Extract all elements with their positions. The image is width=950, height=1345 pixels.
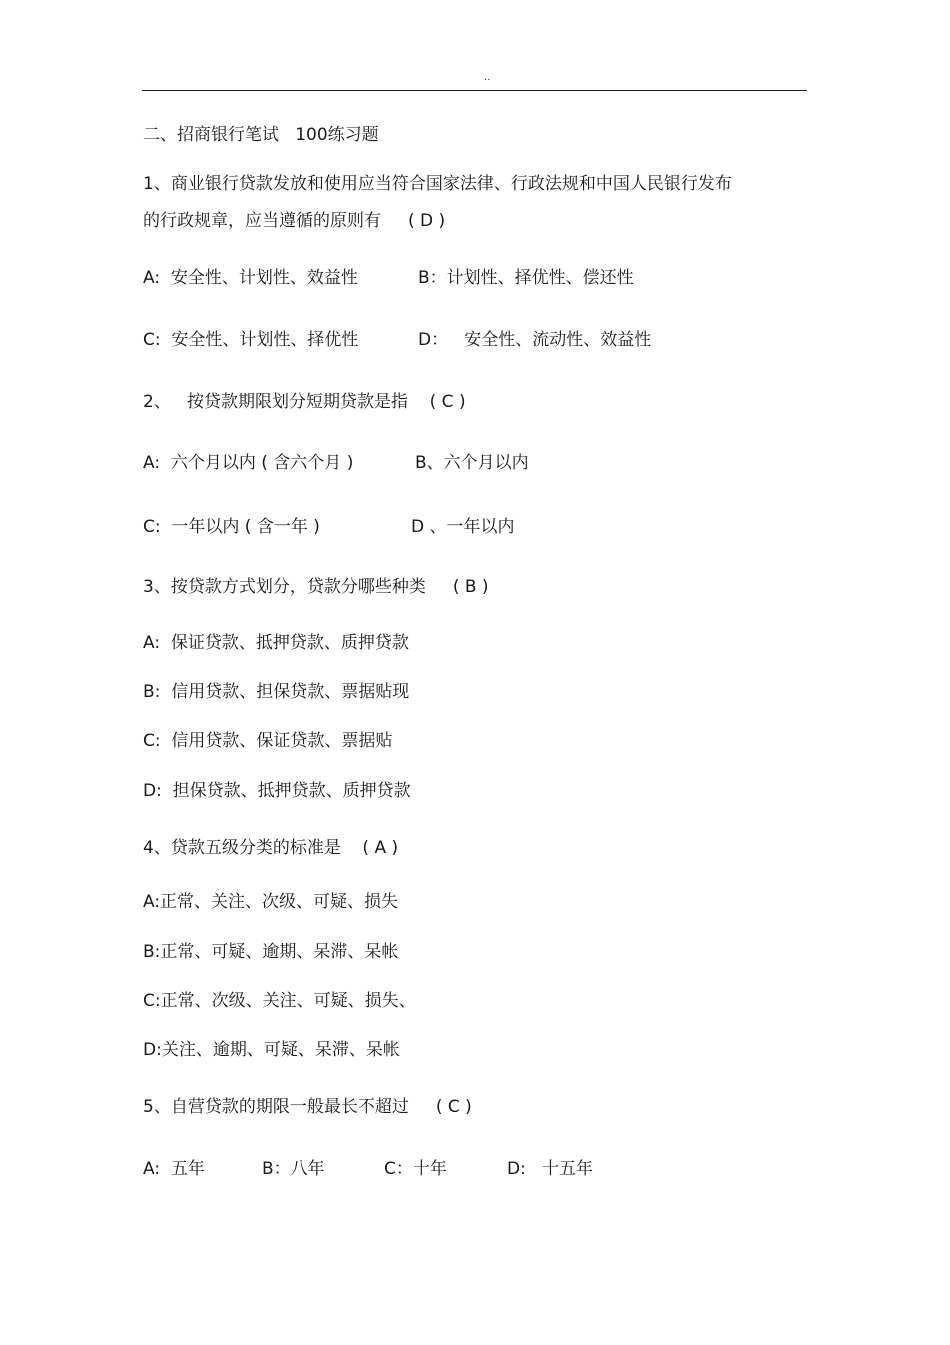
question-2-option-d: D 、一年以内 xyxy=(411,517,515,537)
question-5-option-d: D: 十五年 xyxy=(507,1159,594,1179)
question-1-option-a: A: 安全性、计划性、效益性 xyxy=(143,268,358,288)
question-3-option-a: A: 保证贷款、抵押贷款、质押贷款 xyxy=(143,633,409,653)
question-2-option-b: B、六个月以内 xyxy=(415,453,529,473)
question-5-option-a: A: 五年 xyxy=(143,1159,205,1179)
question-1-option-c: C: 安全性、计划性、择优性 xyxy=(143,330,359,350)
header-rule xyxy=(142,90,807,91)
question-3-option-d: D: 担保贷款、抵押贷款、质押贷款 xyxy=(143,781,411,801)
question-3-option-c: C: 信用贷款、保证贷款、票据贴 xyxy=(143,731,393,751)
question-1-stem-line2: 的行政规章，应当遵循的原则有 ( D ) xyxy=(143,211,446,231)
question-1-option-b: B：计划性、择优性、偿还性 xyxy=(418,268,634,288)
question-2-option-c: C: 一年以内 ( 含一年 ) xyxy=(143,517,320,537)
question-2-option-a: A: 六个月以内 ( 含六个月 ) xyxy=(143,453,354,473)
question-4-option-b: B:正常、可疑、逾期、呆滞、呆帐 xyxy=(143,942,399,962)
question-2-stem: 2、 按贷款期限划分短期贷款是指 ( C ) xyxy=(143,392,466,412)
question-4-option-d: D:关注、逾期、可疑、呆滞、呆帐 xyxy=(143,1040,400,1060)
question-4-option-c: C:正常、次级、关注、可疑、损失、 xyxy=(143,991,416,1011)
question-3-stem: 3、按贷款方式划分，贷款分哪些种类 ( B ) xyxy=(143,577,489,597)
question-1-stem-line1: 1、商业银行贷款发放和使用应当符合国家法律、行政法规和中国人民银行发布 xyxy=(143,174,732,194)
header-mark: .. xyxy=(484,72,491,83)
question-5-option-c: C：十年 xyxy=(384,1159,447,1179)
page-title: 二、招商银行笔试 100练习题 xyxy=(143,125,379,145)
question-1-option-d: D： 安全性、流动性、效益性 xyxy=(418,330,652,350)
question-4-stem: 4、贷款五级分类的标准是 ( A ) xyxy=(143,838,399,858)
question-3-option-b: B: 信用贷款、担保贷款、票据贴现 xyxy=(143,682,410,702)
question-4-option-a: A:正常、关注、次级、可疑、损失 xyxy=(143,892,399,912)
question-5-option-b: B：八年 xyxy=(262,1159,325,1179)
question-5-stem: 5、自营贷款的期限一般最长不超过 ( C ) xyxy=(143,1097,472,1117)
